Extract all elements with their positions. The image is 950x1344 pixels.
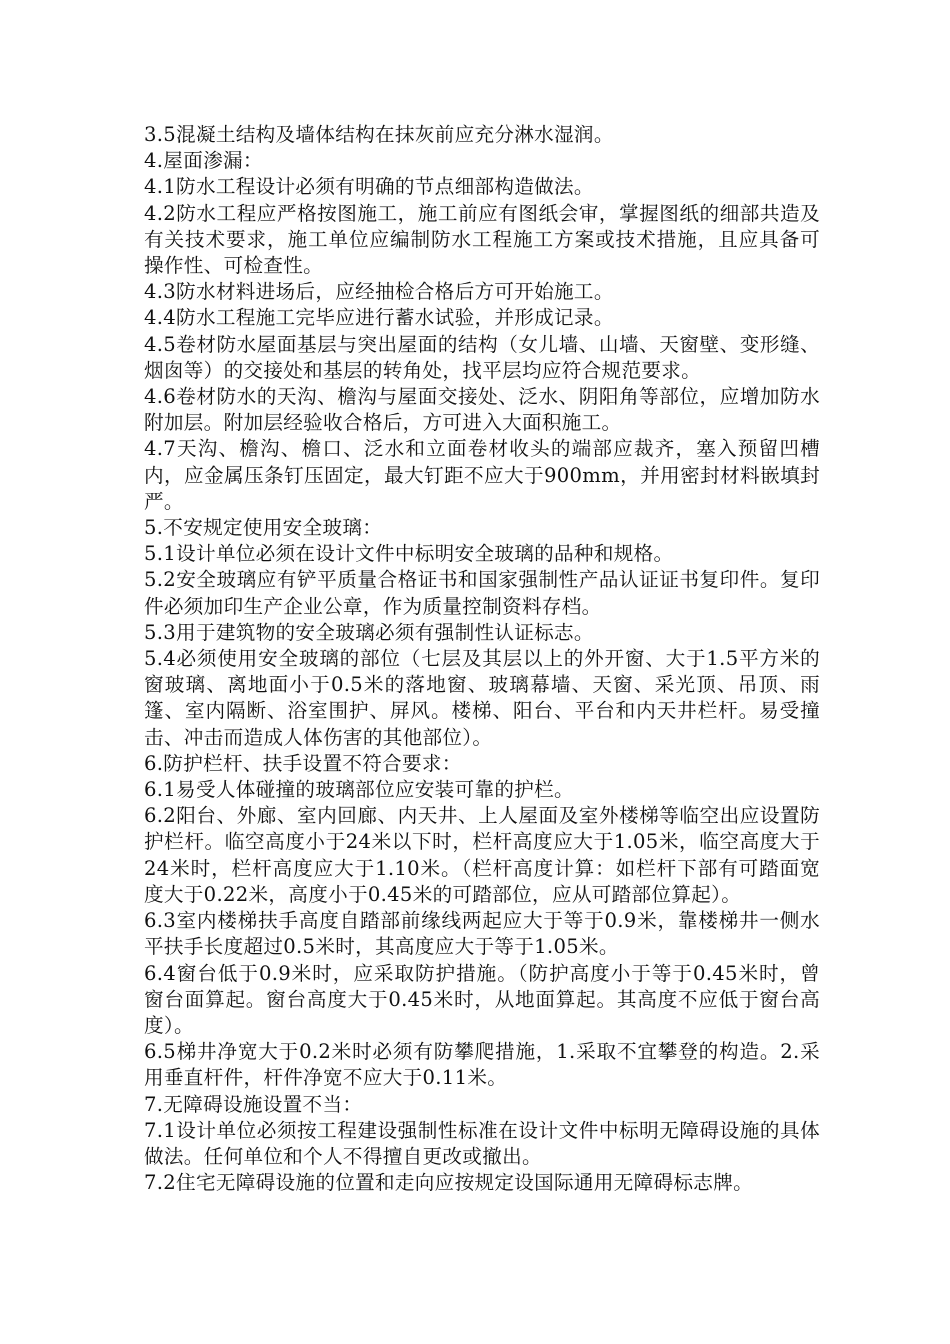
- heading-5-safety-glass: 5.不安规定使用安全玻璃：: [144, 516, 383, 540]
- paragraph-4-2: 4.2防水工程应严格按图施工，施工前应有图纸会审，掌握图纸的细部共造及有关技术要求，施工单位应编制防水工程施工方案或技术措施，且应具备可操作性、可检查性。: [144, 201, 820, 278]
- paragraph-5-4: 5.4必须使用安全玻璃的部位（七层及其层以上的外开窗、大于1.5平方米的窗玻璃、离地面小于0.5米的落地窗、玻璃幕墙、天窗、采光顶、吊顶、雨篷、室内隔断、浴室围护、屏风。楼梯、阳台、平台和内天井栏杆。易受撞击、冲击而造成人体伤害的其他部位）。: [144, 647, 820, 749]
- heading-7-accessibility: 7.无障碍设施设置不当：: [144, 1092, 363, 1116]
- heading-4-roof-leakage: 4.屋面渗漏：: [144, 149, 263, 173]
- paragraph-4-3: 4.3防水材料进场后，应经抽检合格后方可开始施工。: [144, 280, 614, 304]
- paragraph-6-2: 6.2阳台、外廊、室内回廊、内天井、上人屋面及室外楼梯等临空出应设置防护栏杆。临空高度小于24米以下时，栏杆高度应大于1.05米，临空高度大于24米时，栏杆高度应大于1.10米。（栏杆高度计算：如栏杆下部有可踏面宽度大于0.22米，高度小于0.45米的可踏部位，应从可踏部位算起）。: [144, 804, 820, 906]
- heading-6-railings: 6.防护栏杆、扶手设置不符合要求：: [144, 751, 462, 775]
- paragraph-7-1: 7.1设计单位必须按工程建设强制性标准在设计文件中标明无障碍设施的具体做法。任何单位和个人不得擅自更改或撤出。: [144, 1118, 820, 1168]
- paragraph-5-3: 5.3用于建筑物的安全玻璃必须有强制性认证标志。: [144, 620, 594, 644]
- paragraph-5-2: 5.2安全玻璃应有铲平质量合格证书和国家强制性产品认证证书复印件。复印件必须加印生产企业公章，作为质量控制资料存档。: [144, 568, 820, 618]
- paragraph-5-1: 5.1设计单位必须在设计文件中标明安全玻璃的品种和规格。: [144, 542, 674, 566]
- paragraph-6-5: 6.5梯井净宽大于0.2米时必须有防攀爬措施，1.采取不宜攀登的构造。2.采用垂直杆件，杆件净宽不应大于0.11米。: [144, 1040, 820, 1090]
- paragraph-4-4: 4.4防水工程施工完毕应进行蓄水试验，并形成记录。: [144, 306, 614, 330]
- paragraph-6-4: 6.4窗台低于0.9米时，应采取防护措施。（防护高度小于等于0.45米时，曾窗台面算起。窗台高度大于0.45米时，从地面算起。其高度不应低于窗台高度）。: [144, 961, 820, 1037]
- paragraph-4-1: 4.1防水工程设计必须有明确的节点细部构造做法。: [144, 175, 594, 199]
- paragraph-4-5: 4.5卷材防水屋面基层与突出屋面的结构（女儿墙、山墙、天窗壁、变形缝、烟囱等）的交接处和基层的转角处，找平层均应符合规范要求。: [144, 332, 820, 382]
- document-page: [144, 122, 820, 1196]
- paragraph-6-1: 6.1易受人体碰撞的玻璃部位应安装可靠的护栏。: [144, 778, 574, 802]
- paragraph-3-5: 3.5混凝土结构及墙体结构在抹灰前应充分淋水湿润。: [144, 123, 614, 146]
- paragraph-6-3: 6.3室内楼梯扶手高度自踏部前缘线两起应大于等于0.9米，靠楼梯井一侧水平扶手长度超过0.5米时，其高度应大于等于1.05米。: [144, 909, 820, 959]
- paragraph-4-6: 4.6卷材防水的天沟、檐沟与屋面交接处、泛水、阴阳角等部位，应增加防水附加层。附加层经验收合格后，方可进入大面积施工。: [144, 385, 820, 435]
- paragraph-4-7: 4.7天沟、檐沟、檐口、泛水和立面卷材收头的端部应裁齐，塞入预留凹槽内，应金属压条钉压固定，最大钉距不应大于900mm，并用密封材料嵌填封严。: [144, 437, 820, 513]
- paragraph-7-2: 7.2住宅无障碍设施的位置和走向应按规定设国际通用无障碍标志牌。: [144, 1171, 753, 1195]
